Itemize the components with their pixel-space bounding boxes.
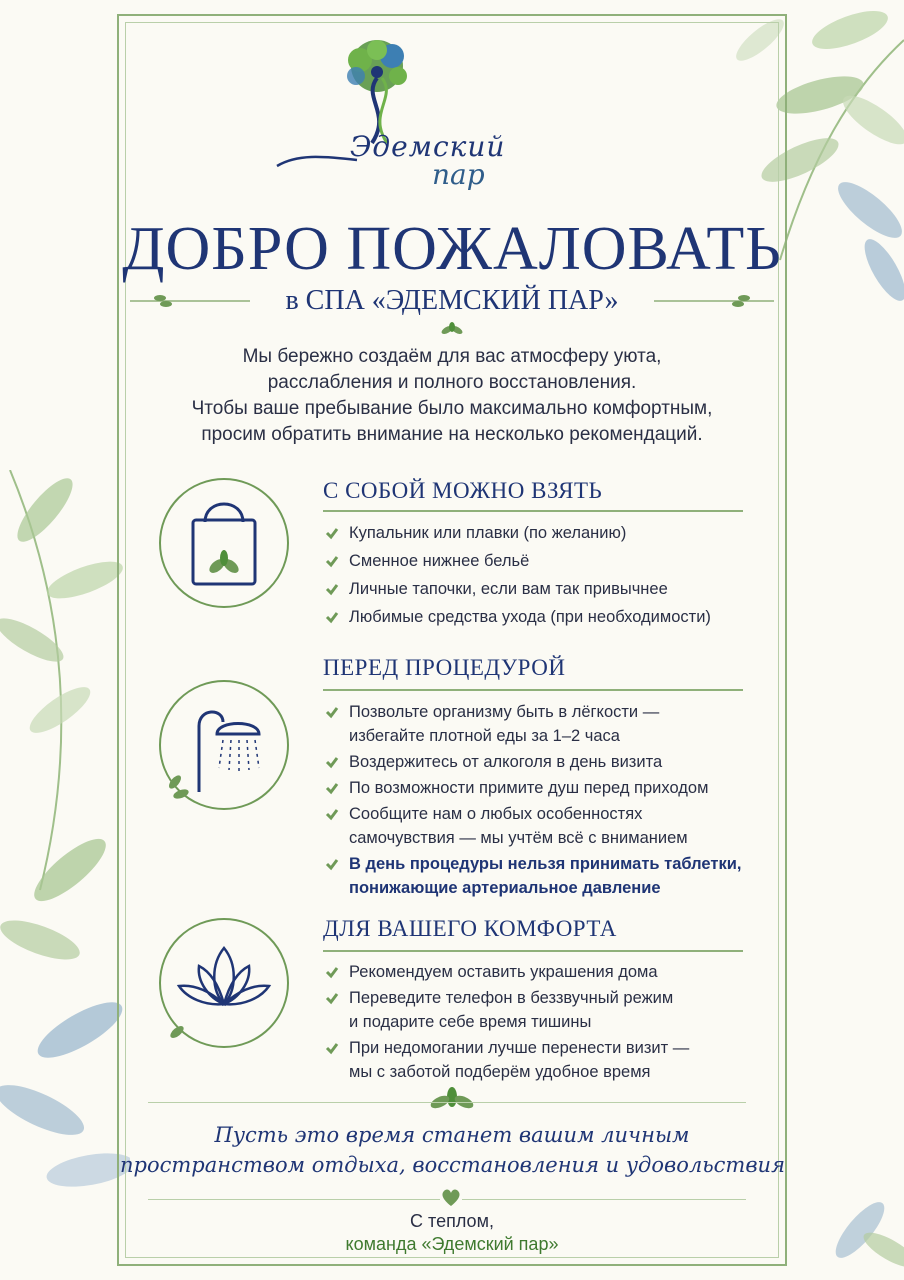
section-rule: [323, 689, 743, 691]
page-title: ДОБРО ПОЖАЛОВАТЬ: [122, 215, 782, 283]
list-item: Позвольте организму быть в лёгкости —: [325, 700, 785, 724]
check-icon: [325, 807, 339, 821]
bag-icon-circle: [159, 478, 289, 608]
intro-line: расслабления и полного восстановления.: [267, 372, 637, 393]
list-item-warning: В день процедуры нельзя принимать таблетки,: [325, 852, 785, 876]
lotus-icon-circle: [159, 918, 289, 1048]
intro-text: [120, 344, 784, 448]
check-icon: [325, 991, 339, 1005]
logo-swirl: [272, 148, 362, 178]
list-item: Воздержитесь от алкоголя в день визита: [325, 750, 785, 774]
logo-line1: Эдемский: [350, 130, 506, 163]
check-icon: [325, 610, 339, 624]
quote-line: Пусть это время станет вашим личным: [214, 1123, 690, 1147]
section-title-bring: С СОБОЙ МОЖНО ВЗЯТЬ: [323, 478, 603, 503]
check-icon: [325, 705, 339, 719]
list-item: Любимые средства ухода (при необходимости): [325, 605, 785, 629]
subtitle-row: [130, 284, 774, 318]
list-item-continuation: избегайте плотной еды за 1–2 часа: [349, 727, 620, 745]
check-icon: [325, 781, 339, 795]
section-rule: [323, 950, 743, 952]
leaf-cluster-icon: [426, 1086, 478, 1114]
heart-icon: [440, 1188, 462, 1208]
list-bring: [325, 521, 785, 629]
list-before: [325, 700, 785, 900]
logo-line2: пар: [432, 158, 485, 191]
check-icon: [325, 965, 339, 979]
bag-icon: [161, 480, 287, 606]
leaf-small-icon: [441, 322, 463, 336]
check-icon: [325, 582, 339, 596]
lotus-icon: [161, 920, 287, 1046]
check-icon: [325, 1041, 339, 1055]
check-icon: [325, 554, 339, 568]
list-item: Сменное нижнее бельё: [325, 549, 785, 573]
list-item: Рекомендуем оставить украшения дома: [325, 960, 785, 984]
intro-line: Мы бережно создаём для вас атмосферу уюта,: [242, 346, 662, 367]
leaves-left-decoration: [0, 470, 130, 1230]
list-item-continuation: самочувствия — мы учтём всё с вниманием: [349, 829, 688, 847]
list-item: Переведите телефон в беззвучный режим: [325, 986, 785, 1010]
sprig-right-icon: [654, 294, 774, 308]
list-item-continuation: понижающие артериальное давление: [349, 879, 661, 897]
check-icon: [325, 755, 339, 769]
check-icon: [325, 526, 339, 540]
signature-line2: команда «Эдемский пар»: [345, 1234, 559, 1254]
section-title-before: ПЕРЕД ПРОЦЕДУРОЙ: [323, 655, 566, 680]
list-item-continuation: мы с заботой подберём удобное время: [349, 1063, 651, 1081]
list-item: Купальник или плавки (по желанию): [325, 521, 785, 545]
list-item: При недомогании лучше перенести визит —: [325, 1036, 785, 1060]
list-item-continuation: и подарите себе время тишины: [349, 1013, 592, 1031]
check-icon: [325, 857, 339, 871]
page-subtitle: в СПА «ЭДЕМСКИЙ ПАР»: [285, 285, 619, 316]
section-title-comfort: ДЛЯ ВАШЕГО КОМФОРТА: [323, 916, 617, 941]
quote-line: пространством отдыха, восстановления и удовольствия: [120, 1153, 785, 1177]
shower-icon: [161, 682, 287, 808]
list-item: По возможности примите душ перед приходом: [325, 776, 785, 800]
quote-rule-top: [148, 1102, 746, 1103]
list-item: Сообщите нам о любых особенностях: [325, 802, 785, 826]
section-rule: [323, 510, 743, 512]
signature-line1: С теплом,: [410, 1211, 494, 1231]
list-item: Личные тапочки, если вам так привычнее: [325, 577, 785, 601]
closing-quote: [120, 1120, 784, 1180]
shower-icon-circle: [159, 680, 289, 810]
logo: [272, 38, 542, 190]
intro-line: Чтобы ваше пребывание было максимально комфортным,: [191, 398, 713, 419]
intro-line: просим обратить внимание на несколько рекомендаций.: [201, 424, 703, 445]
list-comfort: [325, 960, 785, 1084]
